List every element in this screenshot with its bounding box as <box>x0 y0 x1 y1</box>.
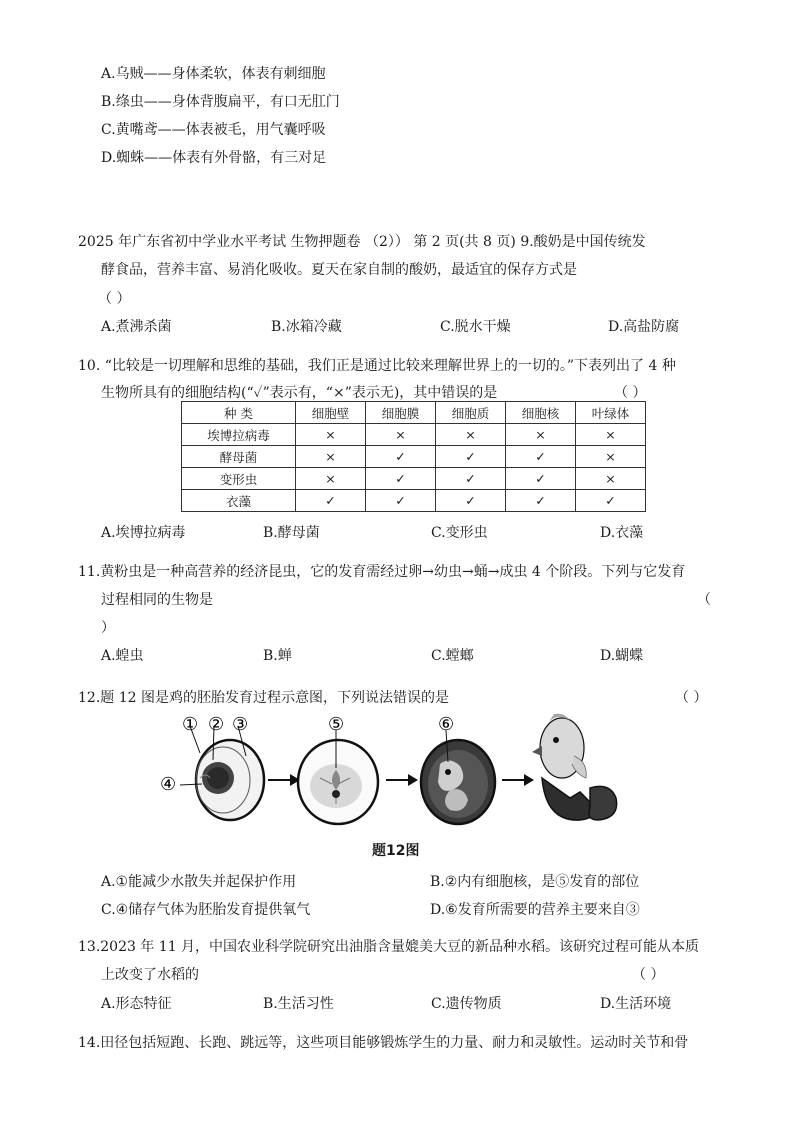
table-header: 细胞膜 <box>366 402 436 424</box>
table-cell: ✓ <box>576 490 646 512</box>
q8-option-b: B.绦虫——身体背腹扁平，有口无肛门 <box>101 94 340 110</box>
table-cell: ✓ <box>436 446 506 468</box>
table-cell: × <box>296 446 366 468</box>
arrow-icon <box>386 774 418 786</box>
q11-option-a: A.蝗虫 <box>101 648 144 664</box>
table-row <box>182 468 646 490</box>
q9-line2: 酵食品，营养丰富、易消化吸收。夏天在家自制的酸奶，最适宜的保存方式是 <box>101 262 577 278</box>
q11-line1: 11.黄粉虫是一种高营养的经济昆虫，它的发育需经过卵→幼虫→蛹→成虫 4 个阶段。下列与它发育 <box>78 564 686 580</box>
table-cell: ✓ <box>366 490 436 512</box>
egg-structure-illustration <box>180 726 264 820</box>
table-cell: × <box>576 446 646 468</box>
q9-option-d: D.高盐防腐 <box>608 319 680 335</box>
q10-line1: 10. “比较是一切理解和思维的基础，我们正是通过比较来理解世界上的一切的。”下表列出了 4 种 <box>78 358 676 374</box>
table-cell: × <box>296 424 366 446</box>
q11-option-b: B.蝉 <box>263 648 292 664</box>
q10-line2: 生物所具有的细胞结构(“✓”表示有，“×”表示无)，其中错误的是 <box>101 385 498 401</box>
q12-option-c: C.④储存气体为胚胎发育提供氧气 <box>101 902 311 918</box>
table-cell: × <box>366 424 436 446</box>
figure-caption: 题12图 <box>372 843 420 859</box>
label-5: ⑤ <box>328 714 345 735</box>
label-6: ⑥ <box>438 714 455 735</box>
q11-paren-open: （ <box>697 592 711 608</box>
q10-option-c: C.变形虫 <box>431 525 488 541</box>
table-cell: × <box>576 468 646 490</box>
table-cell: ✓ <box>506 490 576 512</box>
table-cell: 变形虫 <box>182 468 296 490</box>
q13-option-a: A.形态特征 <box>101 996 172 1012</box>
arrow-icon <box>268 774 300 786</box>
table-cell: ✓ <box>436 468 506 490</box>
hatching-chick-illustration <box>532 714 617 820</box>
table-cell: ✓ <box>506 446 576 468</box>
q11-option-c: C.螳螂 <box>431 648 474 664</box>
table-header: 细胞质 <box>436 402 506 424</box>
table-header: 叶绿体 <box>576 402 646 424</box>
table-cell: ✓ <box>296 490 366 512</box>
arrow-icon <box>502 774 534 786</box>
table-row <box>182 446 646 468</box>
q12-option-a: A.①能减少水散失并起保护作用 <box>101 874 297 890</box>
table-cell: × <box>436 424 506 446</box>
table-header: 细胞核 <box>506 402 576 424</box>
table-cell: 埃博拉病毒 <box>182 424 296 446</box>
q14-line1: 14.田径包括短跑、长跑、跳远等，这些项目能够锻炼学生的力量、耐力和灵敏性。运动时关节和骨 <box>78 1035 689 1051</box>
label-4: ④ <box>160 774 177 795</box>
table-row <box>182 490 646 512</box>
q8-option-a: A.乌贼——身体柔软，体表有刺细胞 <box>101 66 326 82</box>
label-1: ① <box>182 714 199 735</box>
q11-option-d: D.蝴蝶 <box>600 648 644 664</box>
chicken-embryo-figure <box>150 708 650 833</box>
table-cell: ✓ <box>366 446 436 468</box>
table-cell: 衣藻 <box>182 490 296 512</box>
q8-option-c: C.黄嘴鸢——体表被毛，用气囊呼吸 <box>101 122 326 138</box>
q9-answer-paren: （ ） <box>98 291 131 307</box>
q11-paren-close: ） <box>101 620 115 636</box>
table-cell: ✓ <box>366 468 436 490</box>
q13-option-d: D.生活环境 <box>600 996 672 1012</box>
page-header-line: 2025 年广东省初中学业水平考试 生物押题卷 （2）） 第 2 页(共 8 页) 9.酸奶是中国传统发 <box>78 234 646 250</box>
q13-line1: 13.2023 年 11 月，中国农业科学院研究出油脂含量媲美大豆的新品种水稻。该研究过程可能从本质 <box>78 939 700 955</box>
table-header-row <box>182 402 646 424</box>
q12-line1: 12.题 12 图是鸡的胚胎发育过程示意图，下列说法错误的是 <box>78 690 449 706</box>
table-header: 种 类 <box>182 402 296 424</box>
q13-line2: 上改变了水稻的 <box>101 967 199 983</box>
q10-option-b: B.酵母菌 <box>263 525 320 541</box>
cell-structure-table <box>181 401 646 512</box>
q13-option-b: B.生活习性 <box>263 996 334 1012</box>
q10-option-a: A.埃博拉病毒 <box>101 525 186 541</box>
label-2: ② <box>208 714 225 735</box>
developed-embryo-illustration <box>421 730 495 824</box>
q9-option-a: A.煮沸杀菌 <box>101 319 172 335</box>
q10-answer-paren: （ ） <box>614 385 647 401</box>
table-cell: × <box>296 468 366 490</box>
table-cell: 酵母菌 <box>182 446 296 468</box>
q13-answer-paren: （ ） <box>632 967 665 983</box>
label-3: ③ <box>232 714 249 735</box>
table-cell: × <box>576 424 646 446</box>
q8-option-d: D.蜘蛛——体表有外骨骼，有三对足 <box>101 150 327 166</box>
q9-option-c: C.脱水干燥 <box>440 319 511 335</box>
table-cell: × <box>506 424 576 446</box>
q13-option-c: C.遗传物质 <box>431 996 502 1012</box>
table-cell: ✓ <box>506 468 576 490</box>
q9-option-b: B.冰箱冷藏 <box>271 319 342 335</box>
q12-answer-paren: （ ） <box>675 690 708 706</box>
q10-option-d: D.衣藻 <box>600 525 644 541</box>
table-cell: ✓ <box>436 490 506 512</box>
early-embryo-illustration <box>298 730 378 824</box>
q12-option-d: D.⑥发育所需要的营养主要来自③ <box>430 902 640 918</box>
table-row <box>182 424 646 446</box>
table-header: 细胞壁 <box>296 402 366 424</box>
q11-line2: 过程相同的生物是 <box>101 592 213 608</box>
q12-option-b: B.②内有细胞核，是⑤发育的部位 <box>430 874 640 890</box>
